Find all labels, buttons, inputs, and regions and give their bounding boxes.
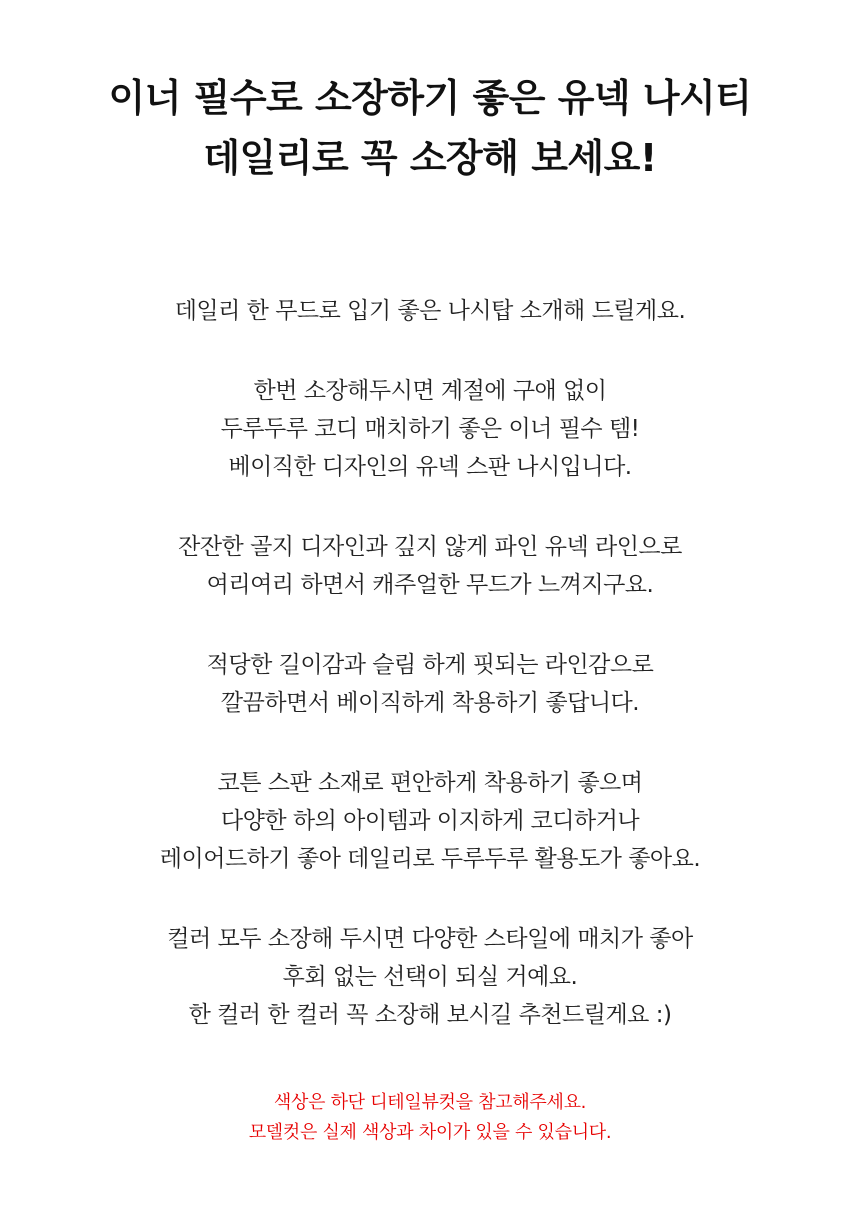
headline-line-2: 데일리로 꼭 소장해 보세요! bbox=[203, 136, 657, 180]
paragraph-line: 컬러 모두 소장해 두시면 다양한 스타일에 매치가 좋아 bbox=[167, 926, 693, 952]
paragraph-line: 레이어드하기 좋아 데일리로 두루두루 활용도가 좋아요. bbox=[159, 846, 701, 872]
paragraph-recommendation bbox=[0, 920, 860, 1034]
paragraph-material bbox=[0, 764, 860, 878]
paragraph-line: 코튼 스판 소재로 편안하게 착용하기 좋으며 bbox=[217, 770, 643, 796]
headline-line-1: 이너 필수로 소장하기 좋은 유넥 나시티 bbox=[108, 76, 752, 120]
paragraph-intro bbox=[0, 292, 860, 330]
paragraph-basic-design bbox=[0, 372, 860, 486]
paragraph-fit bbox=[0, 646, 860, 722]
paragraph-line: 적당한 길이감과 슬림 하게 핏되는 라인감으로 bbox=[206, 652, 654, 678]
paragraph-line: 잔잔한 골지 디자인과 깊지 않게 파인 유넥 라인으로 bbox=[178, 534, 682, 560]
description-body bbox=[0, 292, 860, 1076]
headline bbox=[0, 68, 860, 188]
paragraph-ribbed-design bbox=[0, 528, 860, 604]
paragraph-line: 베이직한 디자인의 유넥 스판 나시입니다. bbox=[228, 454, 632, 480]
notice-line-2: 모델컷은 실제 색상과 차이가 있을 수 있습니다. bbox=[248, 1122, 612, 1143]
notice-line-1: 색상은 하단 디테일뷰컷을 참고해주세요. bbox=[273, 1092, 587, 1113]
paragraph-line: 데일리 한 무드로 입기 좋은 나시탑 소개해 드릴게요. bbox=[174, 298, 686, 324]
paragraph-line: 여리여리 하면서 캐주얼한 무드가 느껴지구요. bbox=[206, 572, 654, 598]
color-notice bbox=[0, 1088, 860, 1148]
paragraph-line: 후회 없는 선택이 되실 거예요. bbox=[282, 964, 578, 990]
paragraph-line: 한 컬러 한 컬러 꼭 소장해 보시길 추천드릴게요 :) bbox=[188, 1002, 672, 1028]
paragraph-line: 두루두루 코디 매치하기 좋은 이너 필수 템! bbox=[220, 416, 640, 442]
paragraph-line: 다양한 하의 아이템과 이지하게 코디하거나 bbox=[220, 808, 640, 834]
paragraph-line: 깔끔하면서 베이직하게 착용하기 좋답니다. bbox=[220, 690, 640, 716]
paragraph-line: 한번 소장해두시면 계절에 구애 없이 bbox=[253, 378, 607, 404]
